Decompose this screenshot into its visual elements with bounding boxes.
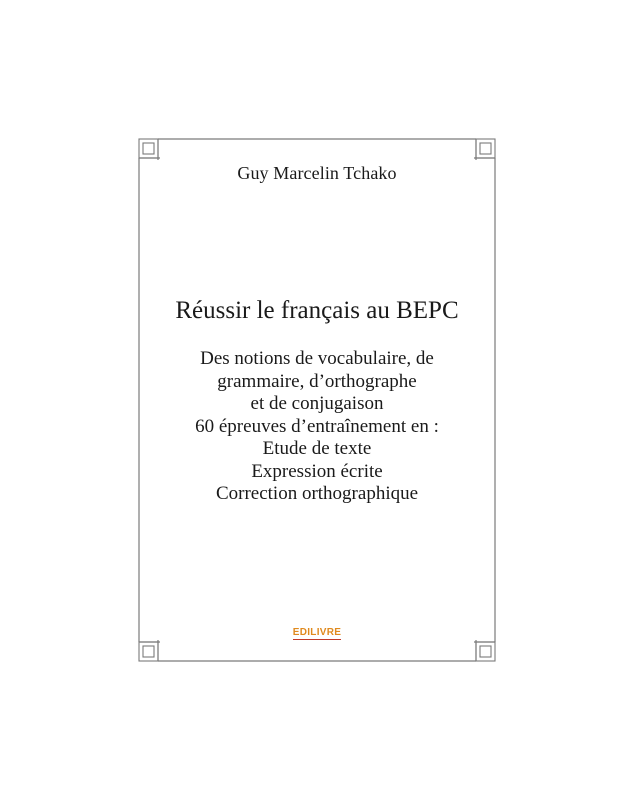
subtitle-line: Etude de texte xyxy=(262,438,372,459)
subtitle-line: 60 épreuves d’entraînement en : xyxy=(195,415,439,437)
book-subtitle xyxy=(0,348,634,506)
publisher-logo xyxy=(0,627,634,638)
subtitle-line: Des notions de vocabulaire, de xyxy=(200,348,434,369)
subtitle-line: grammaire, d’orthographe xyxy=(217,370,417,392)
subtitle-line: Expression écrite xyxy=(251,460,383,482)
author-name: Guy Marcelin Tchako xyxy=(237,163,397,183)
book-title: Réussir le français au BEPC xyxy=(175,297,459,324)
publisher-name: EDILIVRE xyxy=(292,627,342,638)
subtitle-line: Correction orthographique xyxy=(215,483,419,504)
subtitle-line: et de conjugaison xyxy=(250,393,384,414)
